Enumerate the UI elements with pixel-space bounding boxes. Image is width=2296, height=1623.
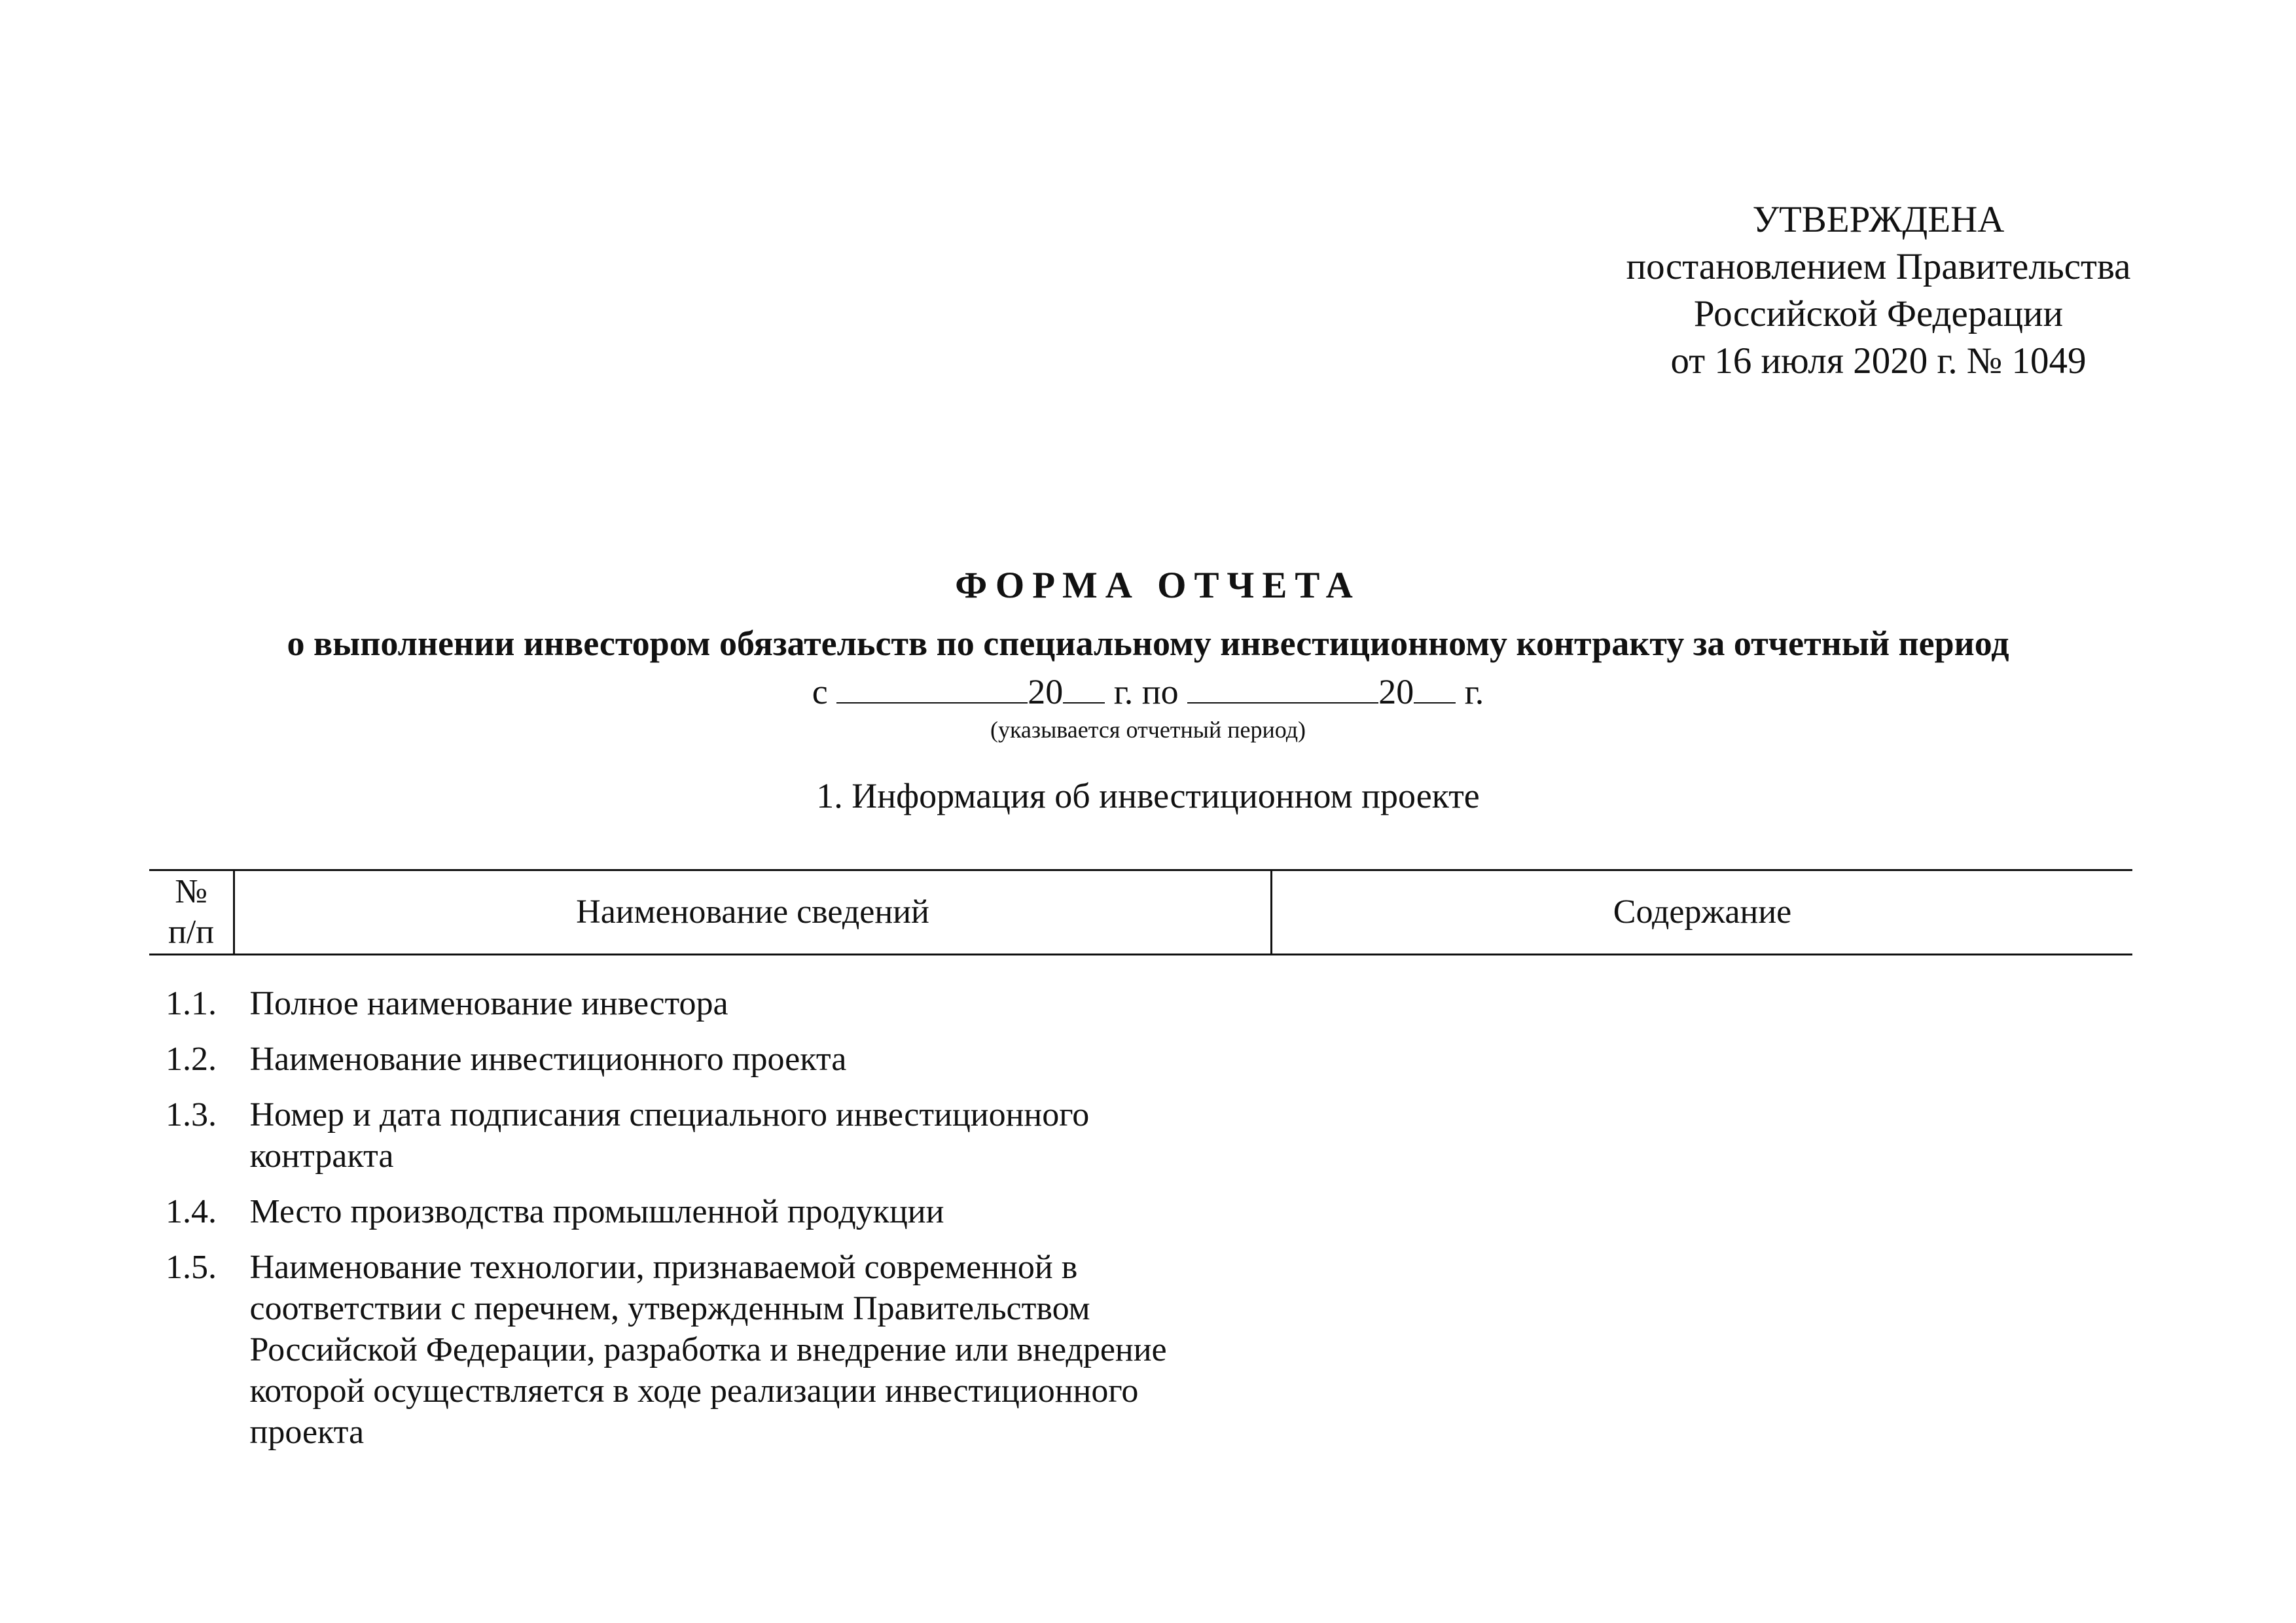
header-content: Содержание (1272, 870, 2133, 955)
table-row (149, 1191, 2132, 1247)
period-end-year-blank[interactable] (1414, 671, 1456, 704)
row-content[interactable] (1272, 1247, 2133, 1467)
form-subtitle: о выполнении инвестором обязательств по специальному инвестиционному контракту за отчетный период (287, 624, 2009, 663)
row-name-text: Наименование инвестиционного проекта (249, 1041, 847, 1078)
period-year-suffix-1: г. по (1113, 672, 1179, 711)
approval-heading: УТВЕРЖДЕНА (1752, 199, 2005, 240)
approval-line-3: от 16 июля 2020 г. № 1049 (1670, 340, 2087, 382)
row-name (234, 1039, 1272, 1094)
row-name (234, 1094, 1272, 1191)
row-content[interactable] (1272, 1039, 2133, 1094)
row-content[interactable] (1272, 1094, 2133, 1191)
row-name-text: Наименование технологии, признаваемой современной в соответствии с перечнем, утвержденным Правительством Российской Федерации, разработка и внедрение или внедрение которой осуществляется в ходе реализации инвестиционного проекта (249, 1249, 1167, 1451)
row-content[interactable] (1272, 1191, 2133, 1247)
header-num-label: № п/п (168, 873, 215, 951)
form-title-block (0, 560, 2296, 744)
table-row (149, 1247, 2132, 1467)
form-title: ФОРМА ОТЧЕТА (955, 565, 1361, 606)
row-content[interactable] (1272, 955, 2133, 1039)
table-row (149, 1039, 2132, 1094)
row-num: 1.5. (166, 1249, 217, 1286)
period-from-prefix: с (812, 672, 828, 711)
row-num: 1.2. (166, 1041, 217, 1078)
approval-line-2: Российской Федерации (1693, 293, 2064, 334)
period-year-prefix-2: 20 (1378, 672, 1414, 711)
period-start-date-blank[interactable] (836, 671, 1028, 704)
period-end-date-blank[interactable] (1187, 671, 1378, 704)
header-name: Наименование сведений (234, 870, 1272, 955)
table-header-row (149, 870, 2132, 955)
header-num (149, 870, 234, 955)
row-num: 1.4. (166, 1193, 217, 1230)
row-name (234, 1191, 1272, 1247)
table-row (149, 1094, 2132, 1191)
info-table-wrapper (149, 869, 2132, 1467)
row-name (234, 1247, 1272, 1467)
row-name (234, 955, 1272, 1039)
row-num: 1.1. (166, 985, 217, 1022)
row-name-text: Место производства промышленной продукции (249, 1193, 944, 1230)
period-hint: (указывается отчетный период) (990, 717, 1306, 743)
period-year-suffix-2: г. (1464, 672, 1484, 711)
info-table (149, 869, 2132, 1467)
row-name-text: Полное наименование инвестора (249, 985, 728, 1022)
row-num: 1.3. (166, 1096, 217, 1133)
approval-line-1: постановлением Правительства (1626, 246, 2131, 287)
period-year-prefix-1: 20 (1028, 672, 1064, 711)
section-title: 1. Информация об инвестиционном проекте (816, 776, 1480, 815)
approval-stamp (1584, 196, 2173, 385)
table-row (149, 955, 2132, 1039)
period-start-year-blank[interactable] (1063, 671, 1105, 704)
row-name-text: Номер и дата подписания специального инвестиционного контракта (249, 1096, 1090, 1175)
reporting-period-line (0, 669, 2296, 714)
